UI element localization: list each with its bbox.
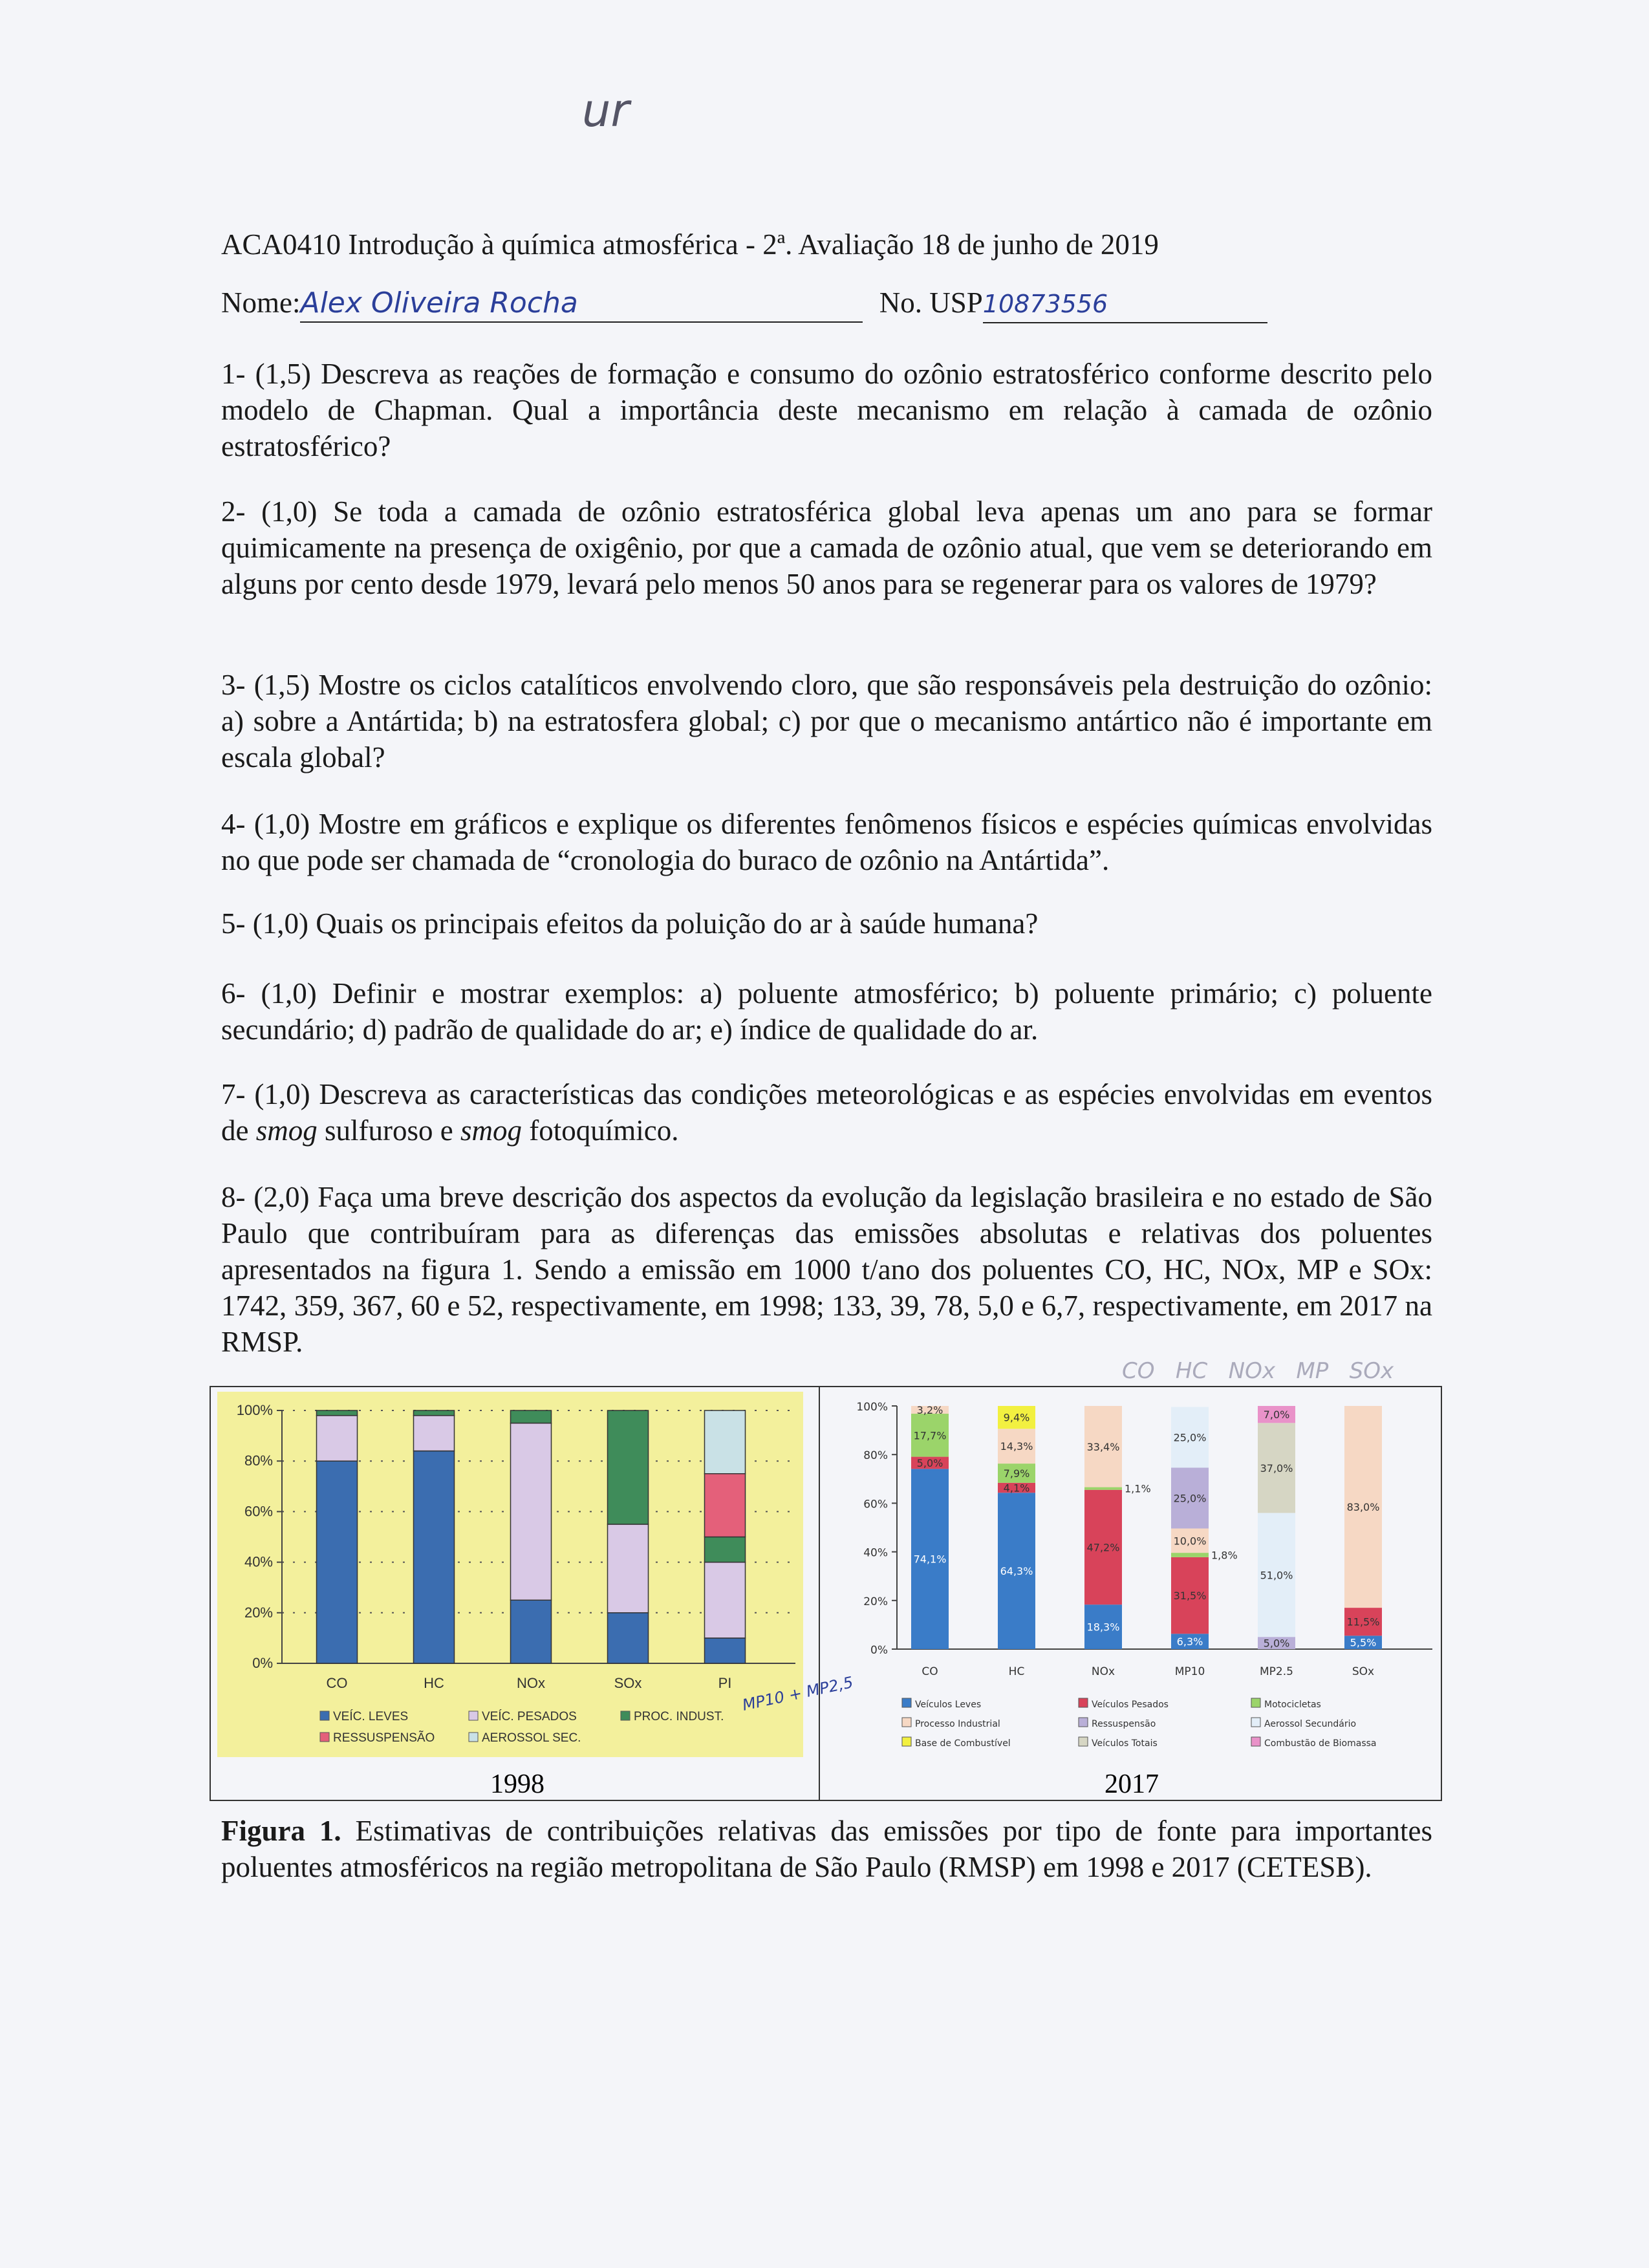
legend-entry: Ressuspensão xyxy=(1092,1719,1156,1729)
legend-entry: Processo Industrial xyxy=(915,1719,1000,1729)
student-name: Alex Oliveira Rocha xyxy=(300,286,578,319)
bar-segment-nox-2 xyxy=(1084,1487,1122,1490)
data-label: 51,0% xyxy=(1260,1569,1293,1582)
data-label: 31,5% xyxy=(1173,1590,1207,1603)
x-tick-label: HC xyxy=(424,1675,444,1691)
x-tick-label: SOx xyxy=(614,1675,642,1691)
data-label: 6,3% xyxy=(1176,1636,1203,1648)
y-tick-label: 0% xyxy=(870,1644,888,1657)
data-label: 9,4% xyxy=(1003,1411,1030,1424)
data-label: 83,0% xyxy=(1346,1501,1380,1514)
legend-swatch xyxy=(902,1698,911,1707)
data-label: 11,5% xyxy=(1346,1615,1380,1628)
x-tick-label: SOx xyxy=(1352,1665,1375,1678)
figure-caption xyxy=(221,1813,1432,1885)
x-tick-label: HC xyxy=(1008,1665,1025,1678)
y-tick-label: 20% xyxy=(863,1595,888,1608)
bar-segment-pi-2 xyxy=(705,1537,746,1562)
handwritten-mark: ur xyxy=(582,84,630,137)
y-tick-label: 100% xyxy=(856,1401,888,1414)
data-label: 37,0% xyxy=(1260,1462,1293,1474)
bar-segment-hc-2 xyxy=(414,1410,455,1416)
data-label: 33,4% xyxy=(1086,1440,1120,1453)
data-label: 5,5% xyxy=(1350,1636,1377,1649)
legend-entry: AEROSSOL SEC. xyxy=(482,1731,581,1745)
data-label: 25,0% xyxy=(1173,1431,1207,1444)
bar-segment-pi-3 xyxy=(705,1474,746,1537)
legend-swatch xyxy=(621,1711,630,1720)
bar-segment-sox-0 xyxy=(608,1613,649,1663)
usp-label: No. USP xyxy=(879,286,983,319)
q7-text-b: sulfuroso e xyxy=(317,1114,460,1147)
legend-entry: PROC. INDUST. xyxy=(634,1710,724,1723)
y-tick-label: 20% xyxy=(244,1604,273,1621)
legend-entry: VEÍC. LEVES xyxy=(333,1710,409,1723)
data-label: 1,8% xyxy=(1211,1549,1238,1562)
legend-entry: VEÍC. PESADOS xyxy=(482,1710,577,1723)
legend-swatch xyxy=(320,1733,329,1742)
q7-text-a: 7- (1,0) Descreva as características das condições meteorológicas e as espécies envolvidas em eventos de xyxy=(221,1078,1432,1147)
q7-text-c: fotoquímico. xyxy=(522,1114,679,1147)
caption-label: Figura 1. xyxy=(221,1815,341,1847)
data-label: 5,0% xyxy=(916,1456,943,1469)
legend-swatch xyxy=(1079,1698,1088,1707)
data-label: 25,0% xyxy=(1173,1492,1207,1505)
bar-segment-pi-0 xyxy=(705,1638,746,1663)
legend-entry: Veículos Pesados xyxy=(1092,1700,1169,1710)
y-tick-label: 60% xyxy=(244,1503,273,1520)
chart-handwritten-annotation: MP10 + MP2,5 xyxy=(740,1673,855,1714)
bar-segment-pi-1 xyxy=(705,1562,746,1638)
name-label: Nome: xyxy=(221,286,301,319)
q7-smog-1: smog xyxy=(255,1114,318,1147)
y-tick-label: 0% xyxy=(252,1655,273,1671)
q7-smog-2: smog xyxy=(460,1114,522,1147)
data-label: 5,0% xyxy=(1263,1637,1290,1650)
question-6: 6- (1,0) Definir e mostrar exemplos: a) poluente atmosférico; b) poluente primário; c) poluente secundário; d) padrão de qualidade do ar; e) índice de qualidade do ar. xyxy=(221,977,1432,1046)
y-tick-label: 80% xyxy=(863,1449,888,1463)
bar-segment-nox-0 xyxy=(511,1600,552,1663)
data-label: 18,3% xyxy=(1086,1621,1120,1634)
legend-entry: Veículos Totais xyxy=(1092,1738,1158,1749)
legend-swatch xyxy=(902,1718,911,1727)
legend-entry: Aerossol Secundário xyxy=(1264,1719,1357,1729)
x-tick-label: NOx xyxy=(1091,1665,1116,1678)
x-tick-label: NOx xyxy=(517,1675,545,1691)
legend-swatch xyxy=(1079,1737,1088,1746)
legend-swatch xyxy=(902,1737,911,1746)
x-tick-label: PI xyxy=(718,1675,732,1691)
data-label: 74,1% xyxy=(913,1553,947,1566)
question-4: 4- (1,0) Mostre em gráficos e explique os diferentes fenômenos físicos e espécies químicas envolvidas no que pode ser chamada de “cronologia do buraco de ozônio na Antártida”. xyxy=(221,808,1432,876)
chart-2017-title: 2017 xyxy=(1105,1769,1159,1799)
question-2: 2- (1,0) Se toda a camada de ozônio estratosférica global leva apenas um ano para se formar quimicamente na presença de oxigênio, por que a camada de ozônio atual, que vem se deteriorando em alguns por cento desde 1979, levará pelo menos 50 anos para se regenerar para os valores de 1979? xyxy=(221,495,1432,600)
bar-segment-mp10-2 xyxy=(1171,1553,1209,1557)
x-tick-label: MP10 xyxy=(1174,1665,1205,1678)
legend-swatch xyxy=(320,1711,329,1720)
legend-swatch xyxy=(1251,1737,1260,1746)
data-label: 17,7% xyxy=(913,1429,947,1442)
question-1: 1- (1,5) Descreva as reações de formação e consumo do ozônio estratosférico conforme descrito pelo modelo de Chapman. Qual a importância deste mecanismo em relação à camada de ozônio estratosférico? xyxy=(221,358,1432,462)
usp-number: 10873556 xyxy=(982,290,1108,318)
y-tick-label: 40% xyxy=(863,1546,888,1560)
bar-segment-hc-0 xyxy=(414,1451,455,1663)
q8-handwritten-annotation: CO HC NOx MP SOx xyxy=(1122,1358,1394,1384)
y-tick-label: 80% xyxy=(244,1453,273,1469)
data-label: 3,2% xyxy=(916,1404,943,1417)
caption-text: Estimativas de contribuições relativas das emissões por tipo de fonte para importantes poluentes atmosféricos na região metropolitana de São Paulo (RMSP) em 1998 e 2017 (CETESB). xyxy=(221,1815,1432,1883)
legend-swatch xyxy=(1251,1718,1260,1727)
bar-segment-nox-1 xyxy=(511,1423,552,1601)
bar-segment-nox-2 xyxy=(511,1410,552,1423)
question-5: 5- (1,0) Quais os principais efeitos da poluição do ar à saúde humana? xyxy=(221,907,1039,940)
legend-entry: Veículos Leves xyxy=(915,1700,982,1710)
data-label: 14,3% xyxy=(1000,1440,1033,1453)
data-label: 7,0% xyxy=(1263,1409,1290,1421)
bar-segment-sox-1 xyxy=(608,1524,649,1613)
legend-entry: RESSUSPENSÃO xyxy=(333,1731,435,1745)
chart-2017 xyxy=(856,1401,1432,1749)
data-label: 1,1% xyxy=(1125,1482,1151,1495)
question-8: 8- (2,0) Faça uma breve descrição dos aspectos da evolução da legislação brasileira e no estado de São Paulo que contribuíram para as diferenças das emissões absolutas e relativas dos poluentes apresentados na figura 1. Sendo a emissão em 1000 t/ano dos poluentes CO, HC, NOx, MP e SOx: 1742, 359, 367, 60 e 52, respectivamente, em 1998; 133, 39, 78, 5,0 e 6,7, respectivamente, em 2017 na RMSP. xyxy=(221,1181,1432,1358)
legend-entry: Base de Combustível xyxy=(915,1738,1011,1749)
x-tick-label: MP2.5 xyxy=(1260,1665,1293,1678)
data-label: 64,3% xyxy=(1000,1565,1033,1578)
legend-swatch xyxy=(469,1711,478,1720)
data-label: 7,9% xyxy=(1003,1467,1030,1480)
data-label: 10,0% xyxy=(1173,1535,1207,1548)
bar-segment-co-1 xyxy=(317,1416,358,1461)
chart-data-labels xyxy=(914,1404,1380,1650)
bar-segment-co-2 xyxy=(317,1410,358,1416)
x-tick-label: CO xyxy=(326,1675,348,1691)
legend-entry: Combustão de Biomassa xyxy=(1264,1738,1377,1749)
chart-1998-title: 1998 xyxy=(490,1769,544,1799)
data-label: 4,1% xyxy=(1003,1482,1030,1495)
question-3: 3- (1,5) Mostre os ciclos catalíticos envolvendo cloro, que são responsáveis pela destruição do ozônio: a) sobre a Antártida; b) na estratosfera global; c) por que o mecanismo antártico não é importante em escala global? xyxy=(221,669,1432,773)
bar-segment-sox-2 xyxy=(608,1410,649,1524)
y-tick-label: 100% xyxy=(236,1402,273,1418)
y-tick-label: 40% xyxy=(244,1553,273,1570)
exam-title: ACA0410 Introdução à química atmosférica - 2ª. Avaliação 18 de junho de 2019 xyxy=(221,228,1159,261)
legend-entry: Motocicletas xyxy=(1264,1700,1321,1710)
y-tick-label: 60% xyxy=(863,1498,888,1511)
x-tick-label: CO xyxy=(921,1665,938,1678)
bar-segment-hc-1 xyxy=(414,1416,455,1451)
legend-swatch xyxy=(469,1733,478,1742)
data-label: 47,2% xyxy=(1086,1541,1120,1554)
bar-segment-pi-4 xyxy=(705,1410,746,1474)
legend-swatch xyxy=(1251,1698,1260,1707)
legend-swatch xyxy=(1079,1718,1088,1727)
bar-segment-co-0 xyxy=(317,1461,358,1663)
